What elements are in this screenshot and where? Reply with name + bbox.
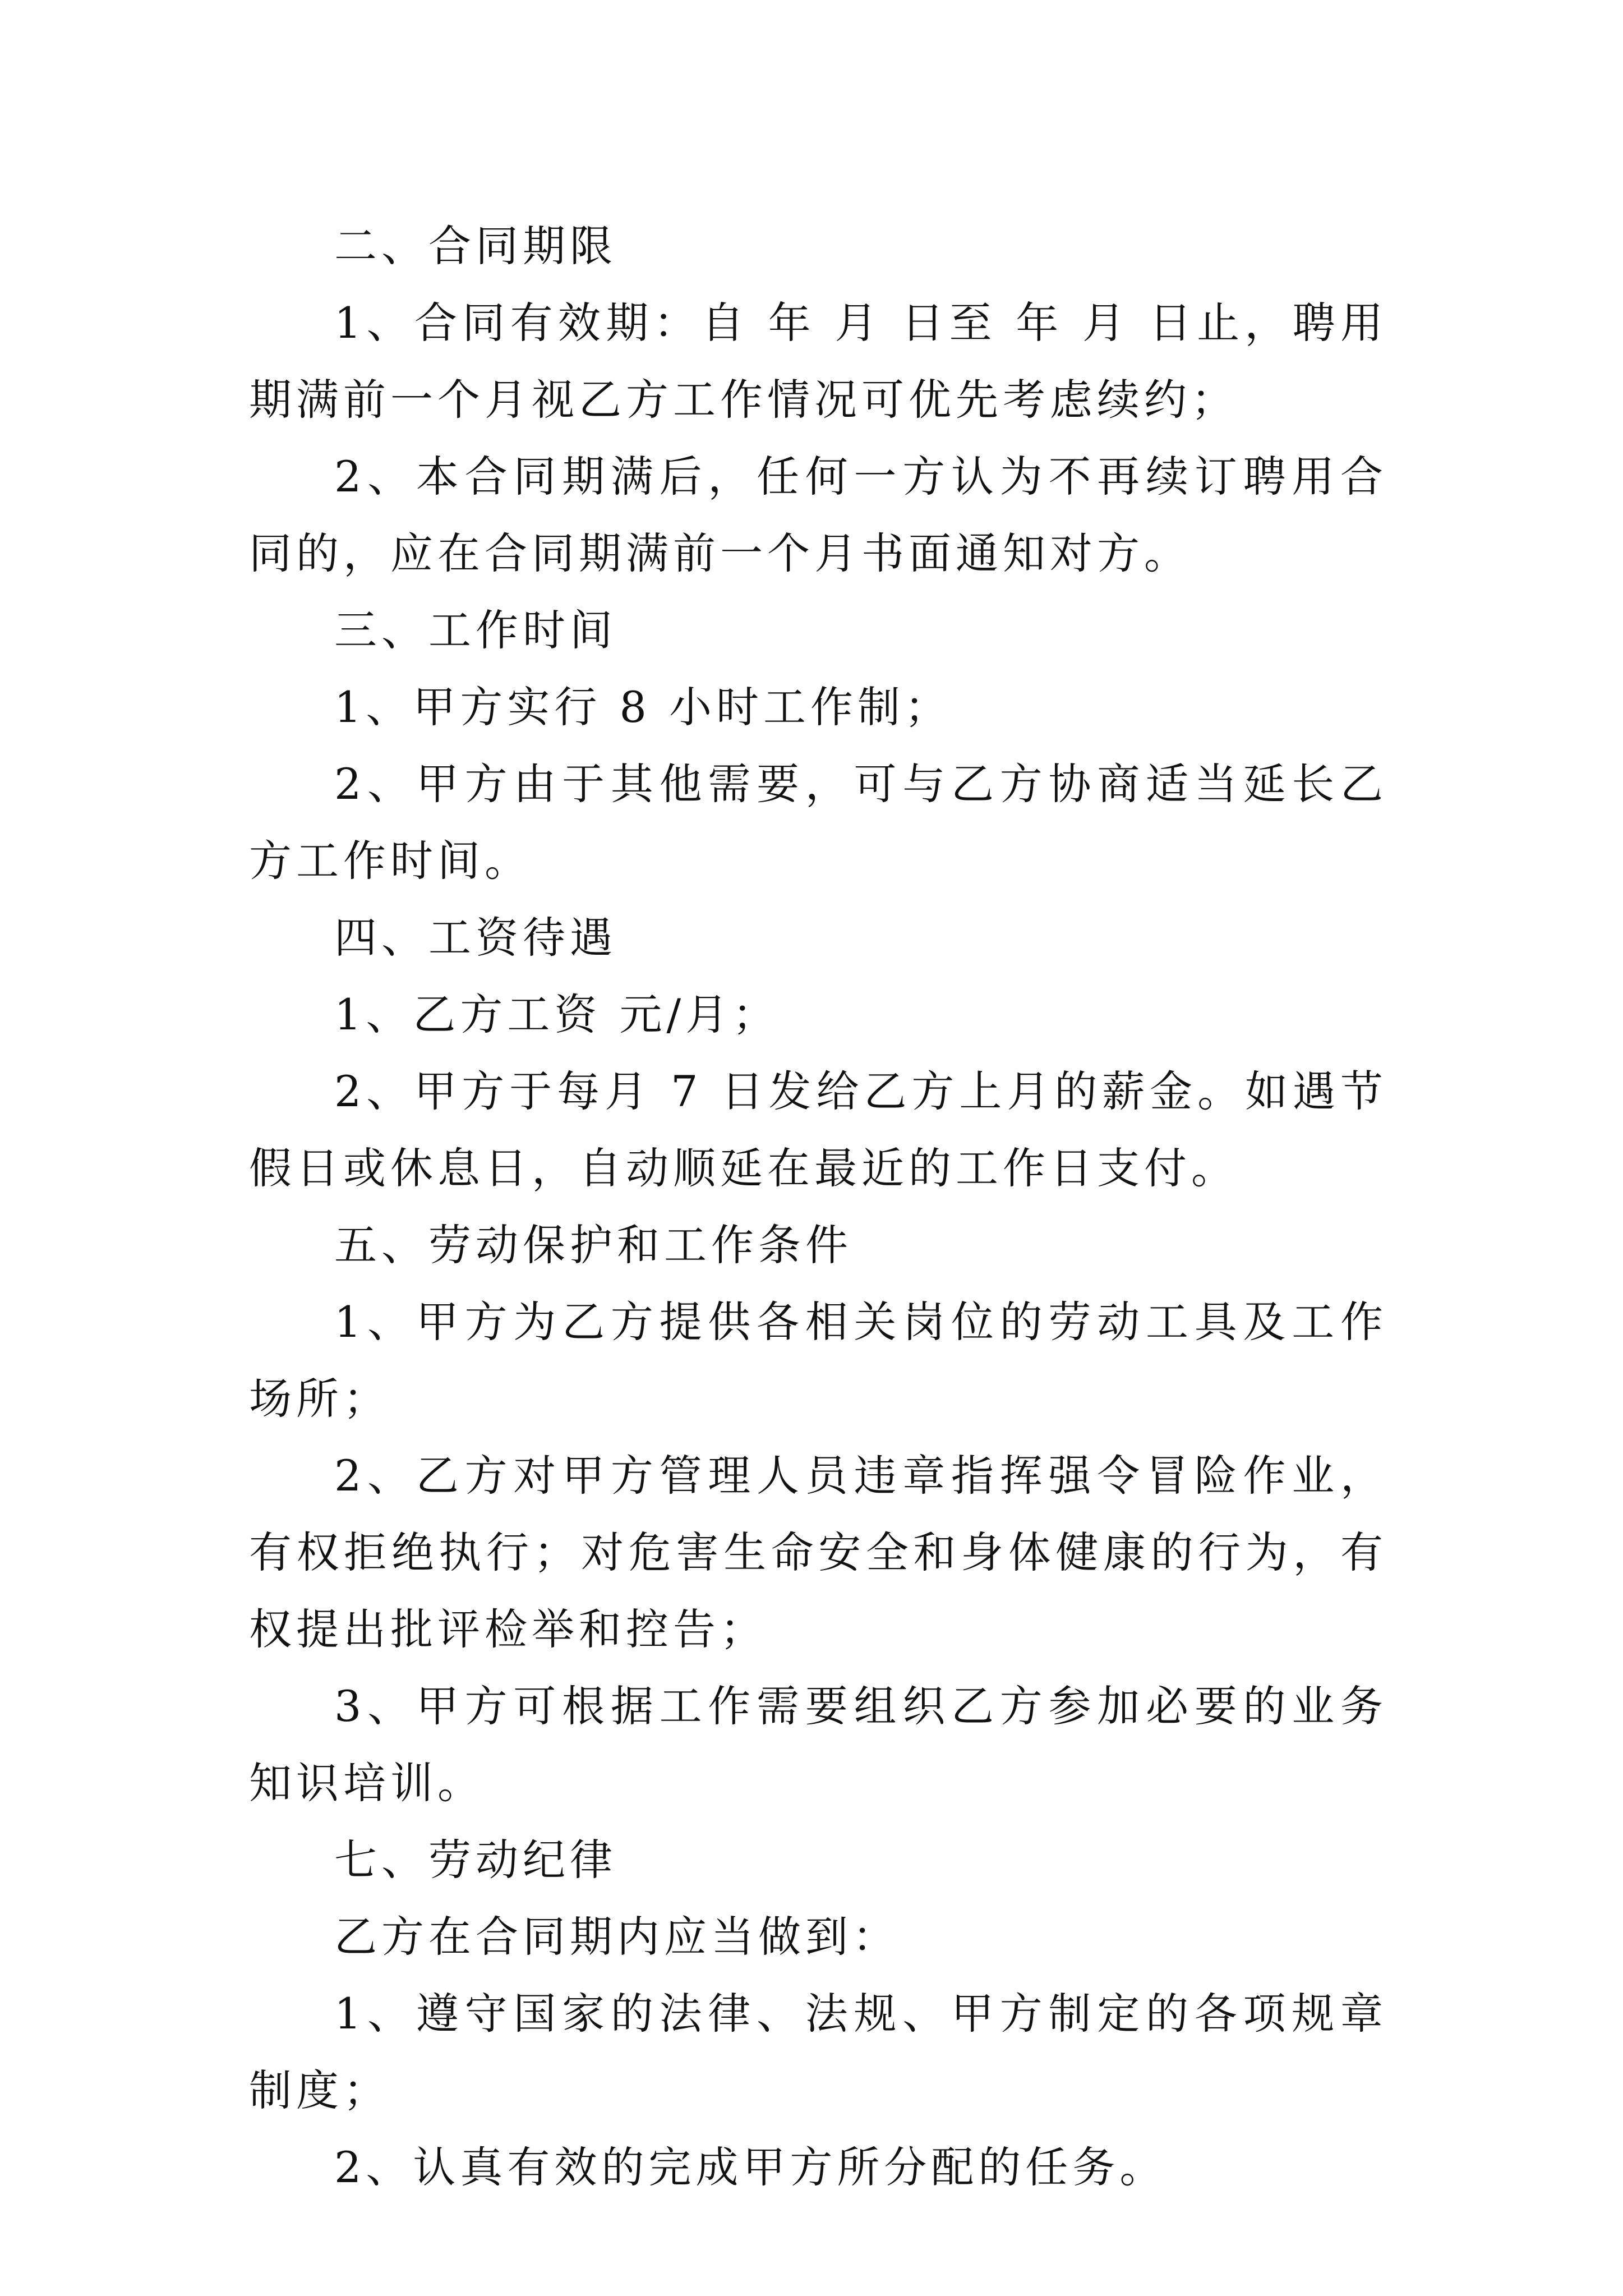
paragraph: 乙方在合同期内应当做到：: [334, 1912, 900, 1962]
paragraph: 2、甲方于每月 7 日发给乙方上月的薪金。如遇节假日或休息日，自动顺延在最近的工作日支付。: [249, 1066, 1387, 1193]
section-heading-contract-term: 二、合同期限: [334, 221, 617, 271]
paragraph: 2、乙方对甲方管理人员违章指挥强令冒险作业，有权拒绝执行；对危害生命安全和身体健康的行为，有权提出批评检举和控告；: [249, 1451, 1387, 1654]
paragraph: 1、遵守国家的法律、法规、甲方制定的各项规章制度；: [249, 1989, 1387, 2115]
paragraph: 3、甲方可根据工作需要组织乙方参加必要的业务知识培训。: [249, 1681, 1387, 1808]
paragraph: 2、认真有效的完成甲方所分配的任务。: [334, 2142, 1167, 2192]
document-body: [249, 208, 1387, 2206]
paragraph: 2、甲方由于其他需要，可与乙方协商适当延长乙方工作时间。: [249, 759, 1387, 886]
paragraph: 1、甲方为乙方提供各相关岗位的劳动工具及工作场所；: [249, 1297, 1387, 1424]
paragraph: 1、合同有效期：自 年 月 日至 年 月 日止，聘用期满前一个月视乙方工作情况可优先考虑续约；: [249, 298, 1387, 425]
paragraph: 1、乙方工资 元/月；: [334, 990, 780, 1039]
section-heading-salary: 四、工资待遇: [334, 913, 617, 963]
section-heading-working-hours: 三、工作时间: [334, 605, 617, 655]
section-heading-labor-protection: 五、劳动保护和工作条件: [334, 1220, 852, 1270]
paragraph: 2、本合同期满后，任何一方认为不再续订聘用合同的，应在合同期满前一个月书面通知对方。: [249, 452, 1387, 578]
paragraph: 1、甲方实行 8 小时工作制；: [334, 682, 952, 732]
section-heading-labor-discipline: 七、劳动纪律: [334, 1835, 617, 1885]
